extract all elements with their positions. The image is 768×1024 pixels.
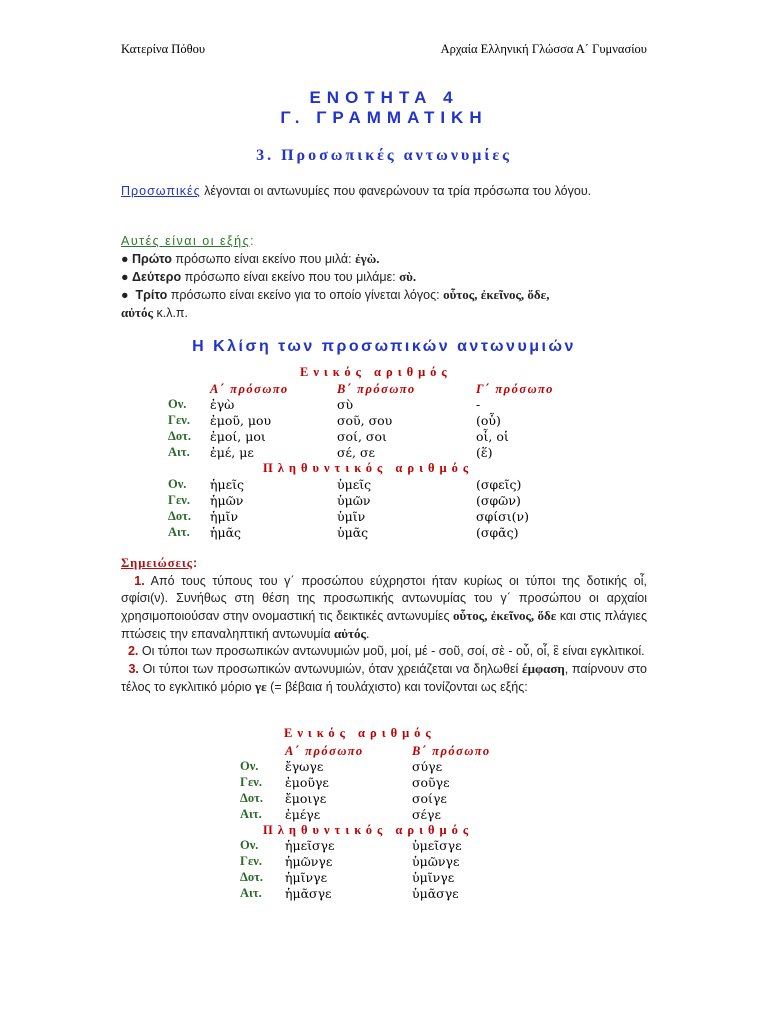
cell-a: ἡμεῖς: [210, 477, 244, 492]
course-name: Αρχαία Ελληνική Γλώσσα Α΄ Γυμνασίου: [440, 42, 647, 56]
cell-a: ἡμεῖσγε: [285, 838, 335, 853]
cell-b: σέγε: [412, 807, 441, 822]
case-label: Γεν.: [168, 413, 191, 427]
cell-b: ὑμεῖσγε: [412, 838, 462, 853]
cell-a: ἐμοῦ, μου: [210, 413, 272, 428]
table-row: [0, 886, 768, 903]
list-item: ● Πρώτο πρόσωπο είναι εκείνο που μιλά: ἐγὼ.: [121, 251, 380, 266]
cell-a: ἡμᾶς: [210, 525, 242, 540]
cell-a: ἡμῶν: [210, 493, 244, 508]
case-label: Αιτ.: [240, 807, 262, 821]
table1-col-c: Γ΄ πρόσωπο: [476, 382, 554, 396]
table2-plural-label: Πληθυντικός αριθμός: [263, 823, 474, 837]
note-2: 2. Οι τύποι των προσωπικών αντωνυμιών μοῦ, μοί, μέ - σοῦ, σοί, σὲ - οὗ, οἷ, ἓ είναι εγκλιτικοί.: [127, 644, 645, 658]
cell-a: ἡμῶνγε: [285, 854, 333, 869]
table-row: [0, 429, 768, 446]
table-row: [0, 791, 768, 808]
case-label: Δοτ.: [240, 870, 263, 884]
table-row: [0, 870, 768, 887]
cell-a: ἡμῖν: [210, 509, 239, 524]
cell-a: ἡμᾶσγε: [285, 886, 332, 901]
case-label: Αιτ.: [240, 886, 262, 900]
cell-a: ἡμῖνγε: [285, 870, 328, 885]
cell-c: οἷ, οἱ: [476, 429, 509, 444]
cell-a: ἔμοιγε: [285, 791, 327, 806]
case-label: Γεν.: [240, 854, 263, 868]
table-row: [0, 477, 768, 494]
table-row: [0, 838, 768, 855]
intro-paragraph: [121, 183, 647, 200]
list-heading: Αυτές είναι οι εξής:: [121, 234, 254, 248]
table-row: [0, 445, 768, 462]
cell-b: ὑμᾶς: [337, 525, 369, 540]
author-name: Κατερίνα Πόθου: [121, 42, 206, 56]
page-header: [121, 42, 647, 62]
cell-b: ὑμῖν: [337, 509, 366, 524]
table-row: [0, 759, 768, 776]
table-row: [0, 854, 768, 871]
case-label: Ον.: [168, 397, 187, 411]
case-label: Ον.: [240, 759, 259, 773]
cell-b: σύγε: [412, 759, 443, 774]
list-item: ● Τρίτο πρόσωπο είναι εκείνο για το οποίο γίνεται λόγος: οὗτος, ἐκεῖνος, ὅδε,: [121, 287, 550, 302]
cell-b: σοίγε: [412, 791, 447, 806]
notes-heading: Σημειώσεις: [121, 556, 193, 570]
case-label: Γεν.: [168, 493, 191, 507]
intro-text: λέγονται οι αντωνυμίες που φανερώνουν τα τρία πρόσωπα του λόγου.: [204, 184, 592, 198]
cell-b: ὑμῶνγε: [412, 854, 460, 869]
table-row: [0, 775, 768, 792]
cell-b: ὑμᾶσγε: [412, 886, 459, 901]
table1-col-b: Β΄ πρόσωπο: [337, 382, 416, 396]
cell-b: σοῦγε: [412, 775, 450, 790]
note-1: 1. Από τους τύπους του γ΄ προσώπου εύχρηστοι ήταν κυρίως οι τύποι της δοτικής οἷ, σφίσι(ν). Συνήθως στη θέση της προσωπικής αντωνυμίας του γ΄ προσώπου οι αρχαίοι χρησιμοποιούσαν στην ονομαστική τις δεικτικές αντωνυμίες οὗτος, ἐκεῖνος, ὅδε και στις πλάγιες πτώσεις την επαναληπτική αντωνυμία αὐτός.: [121, 574, 648, 641]
table2-col-a: Α΄ πρόσωπο: [285, 744, 364, 758]
person-list: [121, 250, 647, 322]
table-row: [0, 493, 768, 510]
table1-plural-label: Πληθυντικός αριθμός: [263, 461, 474, 475]
table-row: [0, 413, 768, 430]
table2-singular-label: Ενικός αριθμός: [284, 726, 436, 740]
cell-b: σέ, σε: [337, 445, 375, 460]
case-label: Ον.: [168, 477, 187, 491]
cell-b: ὑμεῖς: [337, 477, 372, 492]
cell-a: ἔγωγε: [285, 759, 324, 774]
list-item-continuation: αὐτός κ.λ.π.: [121, 305, 189, 320]
notes-section: Σημειώσεις: 1. Από τους τύπους του γ΄ προσώπου εύχρηστοι ήταν κυρίως οι τύποι της δοτικής οἷ, σφίσι(ν). Συνήθως στη θέση της προσωπικής αντωνυμίας του γ΄ προσώπου οι αρχαίοι χρησιμοποιούσαν στην ονομαστική τις δεικτικές αντωνυμίες οὗτος, ἐκεῖνος, ὅδε και στις πλάγιες πτώσεις την επαναληπτική αντωνυμία αὐτός. 2. Οι τύποι των προσωπικών αντωνυμιών μοῦ, μοί, μέ - σοῦ, σοί, σὲ - οὗ, οἷ, ἓ είναι εγκλιτικοί. 3. Οι τύποι των προσωπικών αντωνυμιών, όταν χρειάζεται να δηλωθεί έμφαση, παίρνουν στο τέλος το εγκλιτικό μόριο γε (= βέβαια ή τουλάχιστο) και τονίζονται ως εξής:: [121, 556, 648, 694]
topic-title: 3. Προσωπικές αντωνυμίες: [256, 147, 512, 164]
cell-a: ἐμέγε: [285, 807, 321, 822]
cell-c: (σφῶν): [476, 493, 521, 508]
cell-c: -: [476, 397, 481, 412]
case-label: Δοτ.: [240, 791, 263, 805]
table1-singular-label: Ενικός αριθμός: [300, 365, 452, 379]
table2-col-b: Β΄ πρόσωπο: [412, 744, 491, 758]
declension-title: Η Κλίση των προσωπικών αντωνυμιών: [192, 338, 576, 355]
cell-a: ἐμοῦγε: [285, 775, 329, 790]
case-label: Ον.: [240, 838, 259, 852]
case-label: Αιτ.: [168, 445, 190, 459]
table1-col-a: Α΄ πρόσωπο: [210, 382, 289, 396]
case-label: Αιτ.: [168, 525, 190, 539]
cell-b: ὑμῶν: [337, 493, 371, 508]
cell-b: σοῦ, σου: [337, 413, 393, 428]
cell-b: σὺ: [337, 397, 354, 412]
unit-title: ΕΝΟΤΗΤΑ 4: [309, 88, 459, 107]
cell-a: ἐμέ, με: [210, 445, 254, 460]
cell-c: (σφᾶς): [476, 525, 519, 540]
table-row: [0, 509, 768, 526]
case-label: Γεν.: [240, 775, 263, 789]
intro-keyword: Προσωπικές: [121, 184, 201, 198]
cell-c: σφίσι(ν): [476, 509, 529, 524]
case-label: Δοτ.: [168, 429, 191, 443]
cell-c: (ἕ): [476, 445, 493, 460]
note-3: 3. Οι τύποι των προσωπικών αντωνυμιών, όταν χρειάζεται να δηλωθεί έμφαση, παίρνουν στο τέλος το εγκλιτικό μόριο γε (= βέβαια ή τουλάχιστο) και τονίζονται ως εξής:: [121, 661, 647, 694]
cell-a: ἐμοί, μοι: [210, 429, 266, 444]
cell-c: (οὗ): [476, 413, 501, 428]
list-item: ● Δεύτερο πρόσωπο είναι εκείνο που του μιλάμε: σὺ.: [121, 269, 417, 284]
table-row: [0, 807, 768, 824]
table-row: [0, 397, 768, 414]
cell-b: σοί, σοι: [337, 429, 387, 444]
cell-a: ἐγὼ: [210, 397, 235, 412]
table-row: [0, 525, 768, 542]
case-label: Δοτ.: [168, 509, 191, 523]
cell-b: ὑμῖνγε: [412, 870, 455, 885]
section-title: Γ. ΓΡΑΜΜΑΤΙΚΗ: [280, 108, 488, 127]
cell-c: (σφεῖς): [476, 477, 522, 492]
